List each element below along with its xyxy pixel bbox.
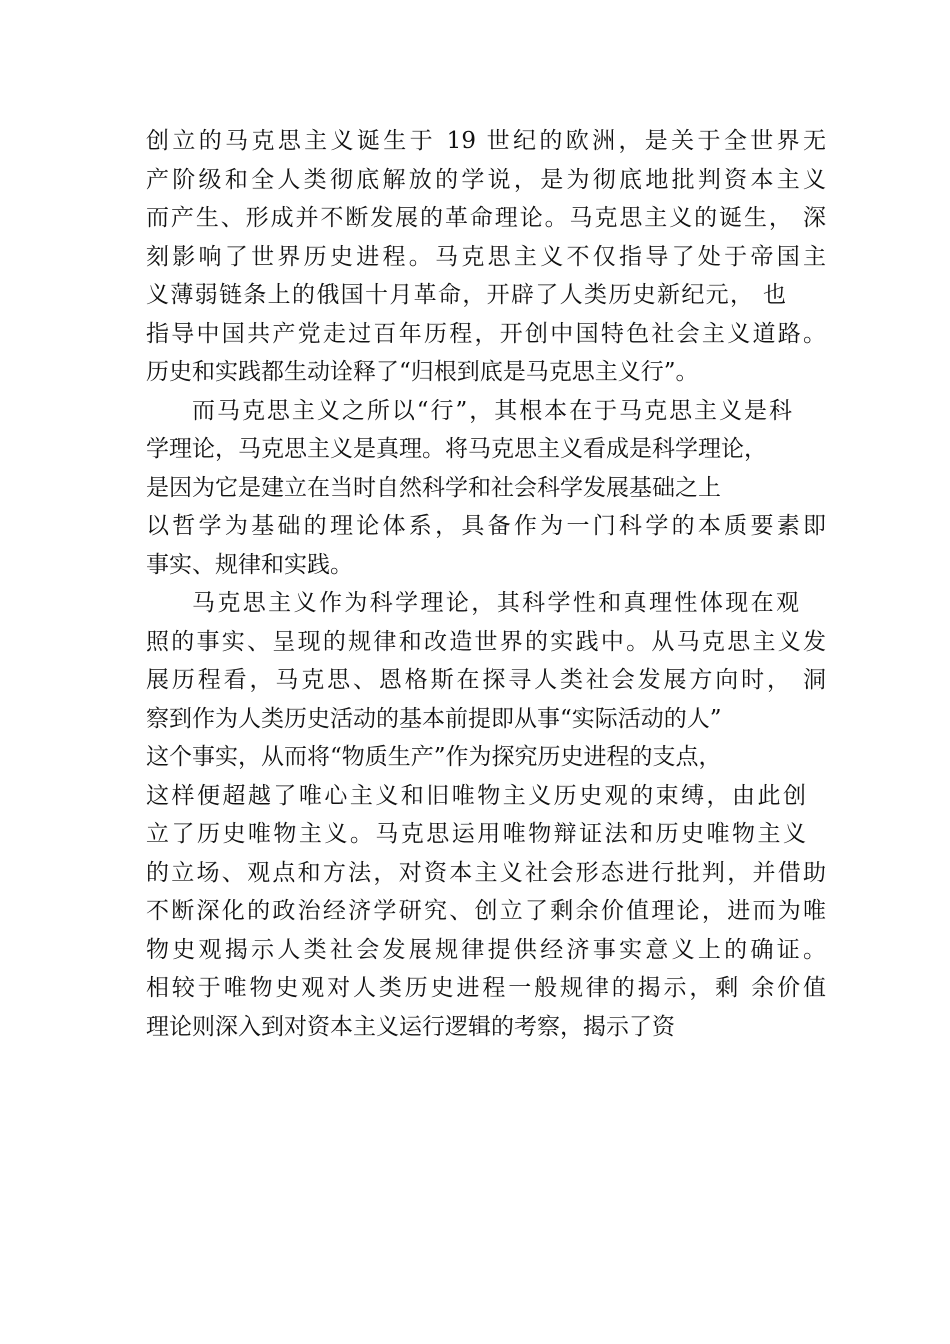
text-line: 学理论，马克思主义是真理。将马克思主义看成是科学理论，: [146, 436, 767, 462]
text-line: 相较于唯物史观对人类历史进程一般规律的揭示，剩 余价值: [146, 975, 826, 1001]
text-line: 是因为它是建立在当时自然科学和社会科学发展基础之上: [146, 474, 721, 501]
text-line: 而产生、形成并不断发展的革命理论。马克思主义的诞生， 深: [146, 205, 826, 231]
text-line: 刻影响了世界历史进程。马克思主义不仅指导了处于帝国主: [146, 243, 826, 270]
text-line: 察到作为人类历史活动的基本前提即从事“实际活动的人”: [146, 705, 722, 732]
text-line: 的立场、观点和方法，对资本主义社会形态进行批判，并借助: [146, 859, 826, 886]
text-line: 这样便超越了唯心主义和旧唯物主义历史观的束缚，由此创: [146, 782, 806, 809]
text-line: 创立的马克思主义诞生于 19 世纪的欧洲，是关于全世界无: [146, 128, 826, 154]
text-line: 物史观揭示人类社会发展规律提供经济事实意义上的确证。: [146, 936, 826, 963]
text-line: 历史和实践都生动诠释了“归根到底是马克思主义行”。: [146, 359, 699, 385]
text-line: 照的事实、呈现的规律和改造世界的实践中。从马克思主义发: [146, 628, 826, 655]
text-line: 产阶级和全人类彻底解放的学说，是为彻底地批判资本主义: [146, 166, 826, 193]
body-text: [146, 122, 826, 1046]
text-line: 不断深化的政治经济学研究、创立了剩余价值理论，进而为唯: [146, 898, 826, 924]
text-line: 以哲学为基础的理论体系，具备作为一门科学的本质要素即: [146, 513, 826, 539]
text-line: 展历程看，马克思、恩格斯在探寻人类社会发展方向时， 洞: [146, 667, 826, 693]
paragraph-start-line: 而马克思主义之所以“行”，其根本在于马克思主义是科: [192, 397, 792, 424]
paragraph-start-line: 马克思主义作为科学理论，其科学性和真理性体现在观: [192, 590, 799, 616]
text-line: 立了历史唯物主义。马克思运用唯物辩证法和历史唯物主义: [146, 821, 806, 847]
text-line: 理论则深入到对资本主义运行逻辑的考察，揭示了资: [146, 1013, 675, 1040]
text-line: 指导中国共产党走过百年历程，开创中国特色社会主义道路。: [146, 320, 826, 347]
text-line: 义薄弱链条上的俄国十月革命，开辟了人类历史新纪元， 也: [146, 282, 786, 308]
text-line: 事实、规律和实践。: [146, 551, 353, 578]
text-line: 这个事实，从而将“物质生产”作为探究历史进程的支点，: [146, 744, 722, 770]
